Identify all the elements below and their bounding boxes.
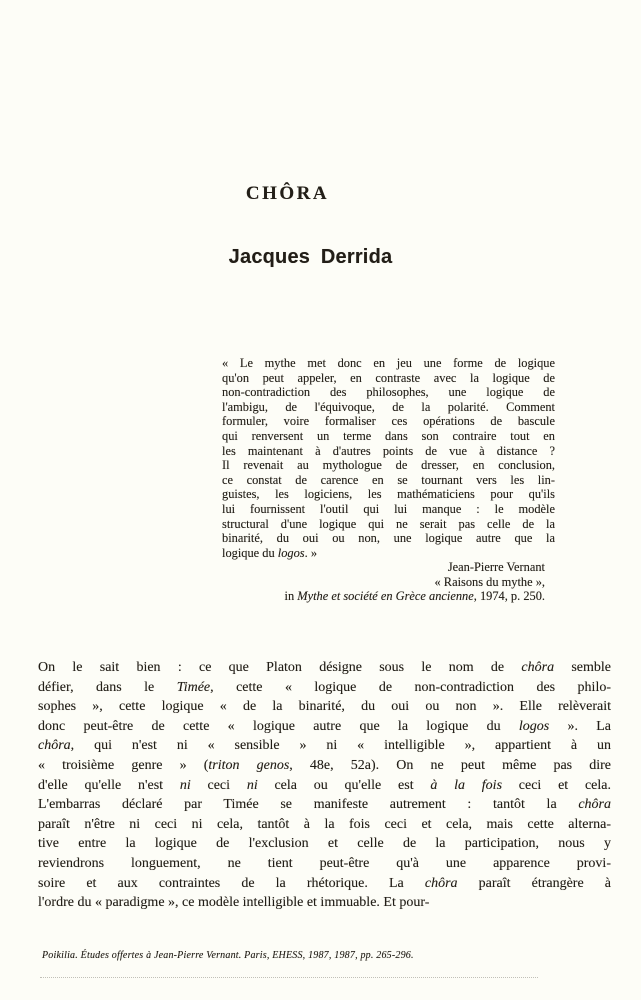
- body-line: L'embarras déclaré par Timée se manifeste autrement : tantôt la chôra: [38, 797, 611, 813]
- author-name: Jacques Derrida: [228, 246, 393, 268]
- body-line: « troisième genre » (triton genos, 48e, 52a). On ne peut même pas dire: [38, 757, 611, 773]
- epigraph-line: l'ambigu, de l'équivoque, de la polarité. Comment: [222, 399, 555, 414]
- page-title: CHÔRA: [245, 183, 330, 204]
- epigraph-line: logique du logos. »: [222, 545, 318, 560]
- epigraph-line: qui renversent un terme dans son contraire tout en: [222, 428, 555, 443]
- body-paragraph: [38, 658, 611, 913]
- body-line: défier, dans le Timée, cette « logique de non-contradiction des philo-: [38, 679, 611, 695]
- body-line: chôra, qui n'est ni « sensible » ni « intelligible », appartient à un: [38, 738, 611, 754]
- epigraph-line: les maintenant à d'autres points de vue à distance ?: [222, 443, 555, 458]
- body-line: paraît n'être ni ceci ni cela, tantôt à la fois ceci et cela, mais cette alterna-: [38, 816, 611, 832]
- attribution-line: « Raisons du mythe »,: [434, 574, 545, 589]
- footer-citation: Poikilia. Études offertes à Jean-Pierre Vernant. Paris, EHESS, 1987, 1987, pp. 265-296.: [42, 950, 414, 961]
- epigraph-attribution: [160, 560, 555, 604]
- body-line: donc peut-être de cette « logique autre que la logique du logos ». La: [38, 718, 611, 734]
- epigraph-line: ce constat de carence en se tournant vers les lin-: [222, 472, 555, 487]
- body-line: sophes », cette logique « de la binarité, du oui ou non ». Elle relèverait: [38, 699, 611, 715]
- body-line: soire et aux contraintes de la rhétorique. La chôra paraît étrangère à: [38, 875, 611, 891]
- scan-artifact-line: [40, 977, 538, 978]
- epigraph-line: non-contradiction des philosophes, une logique de: [222, 385, 555, 400]
- epigraph-line: binarité, du oui ou non, une logique autre que la: [222, 531, 555, 546]
- body-line: l'ordre du « paradigme », ce modèle intelligible et immuable. Et pour-: [38, 895, 430, 911]
- epigraph-line: formuler, voire formaliser ces opérations de bascule: [222, 414, 555, 429]
- epigraph-line: lui fournissent l'outil qui lui manque : le modèle: [222, 501, 555, 516]
- epigraph-line: qu'on peut appeler, en contraste avec la logique de: [222, 370, 555, 385]
- epigraph-quote: [222, 356, 555, 560]
- body-line: d'elle qu'elle n'est ni ceci ni cela ou qu'elle est à la fois ceci et cela.: [38, 777, 611, 793]
- epigraph-line: Il revenait au mythologue de dresser, en conclusion,: [222, 458, 555, 473]
- attribution-line: in Mythe et société en Grèce ancienne, 1974, p. 250.: [284, 589, 545, 604]
- body-line: On le sait bien : ce que Platon désigne sous le nom de chôra semble: [38, 660, 611, 675]
- attribution-line: Jean-Pierre Vernant: [447, 560, 545, 574]
- epigraph-line: « Le mythe met donc en jeu une forme de logique: [222, 356, 555, 370]
- epigraph-line: structural d'une logique qui ne serait pas celle de la: [222, 516, 555, 531]
- body-line: tive entre la logique de l'exclusion et celle de la participation, nous y: [38, 836, 611, 852]
- body-line: reviendrons longuement, ne tient peut-être qu'à une apparence provi-: [38, 855, 611, 871]
- epigraph-line: guistes, les logiciens, les mathématiciens pour qu'ils: [222, 487, 555, 502]
